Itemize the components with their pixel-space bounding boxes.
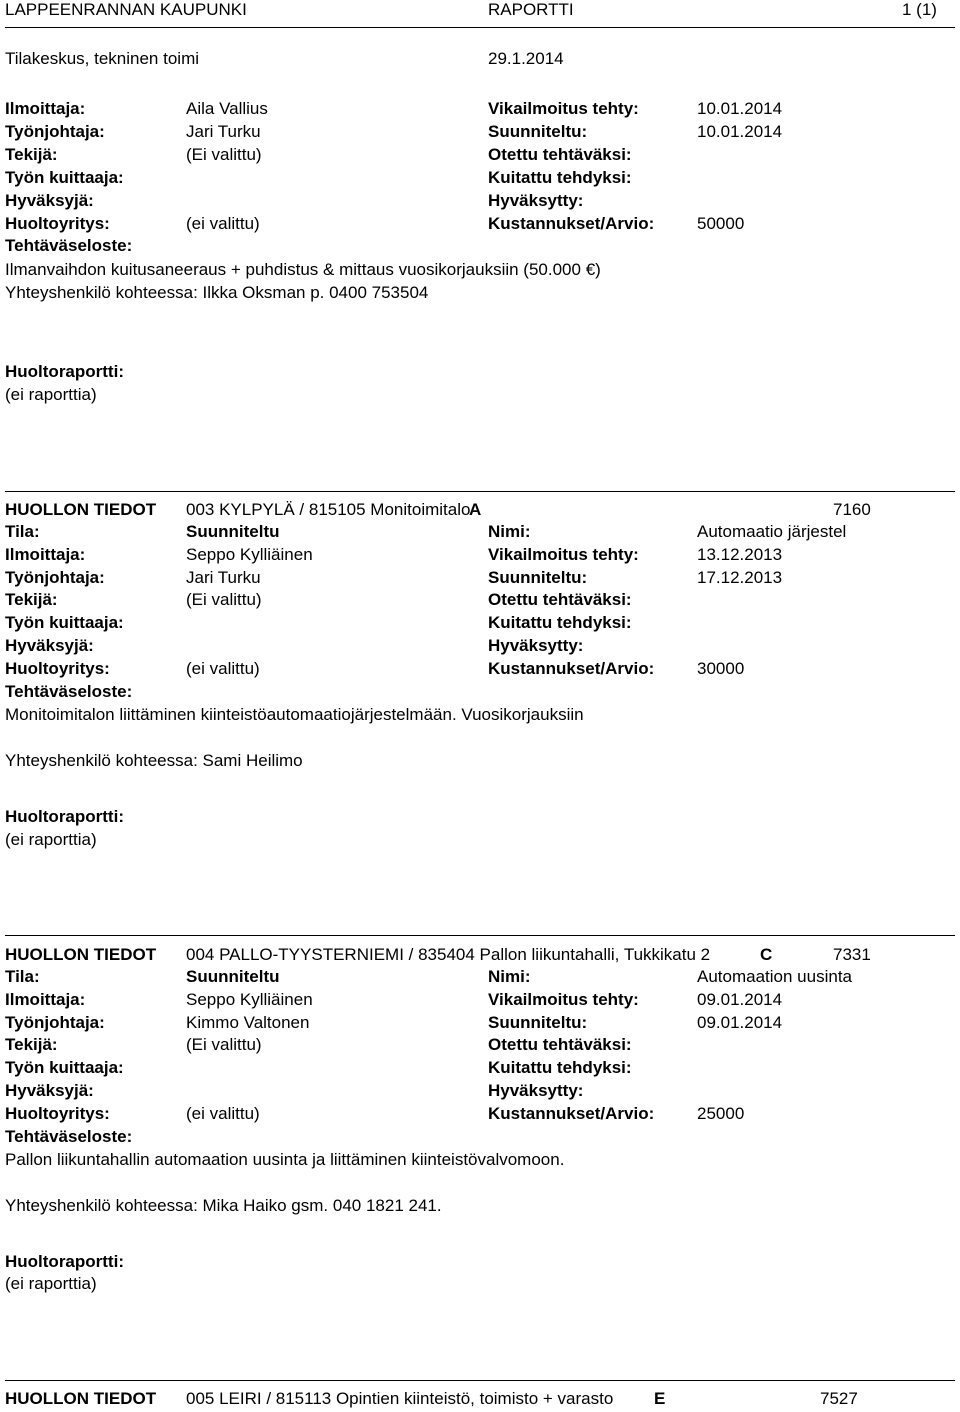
label-kustannukset: Kustannukset/Arvio: xyxy=(488,1104,655,1123)
label-otettu: Otettu tehtäväksi: xyxy=(488,145,632,164)
department: Tilakeskus, tekninen toimi xyxy=(5,49,200,68)
label-kustannukset: Kustannukset/Arvio: xyxy=(488,659,655,678)
label-tyon-kuittaaja: Työn kuittaaja: xyxy=(5,168,124,187)
label-huoltoraportti: Huoltoraportti: xyxy=(5,1252,124,1271)
label-huoltoyritys: Huoltoyritys: xyxy=(5,214,110,233)
site-code: 004 PALLO-TYYSTERNIEMI / 835404 Pallon liikuntahalli, Tukkikatu 2 xyxy=(186,945,711,964)
label-hyvaksyja: Hyväksyjä: xyxy=(5,1081,94,1100)
description-line-1: Pallon liikuntahallin automaation uusinta ja liittäminen kiinteistövalvomoon. xyxy=(5,1150,565,1169)
label-suunniteltu: Suunniteltu: xyxy=(488,122,588,141)
label-tekija: Tekijä: xyxy=(5,145,58,164)
description-line-1: Ilmanvaihdon kuitusaneeraus + puhdistus & mittaus vuosikorjauksiin (50.000 €) xyxy=(5,260,601,279)
value-huoltoyritys: (ei valittu) xyxy=(186,659,260,678)
value-tila: Suunniteltu xyxy=(186,967,280,986)
value-tekija: (Ei valittu) xyxy=(186,145,262,164)
label-huoltoraportti: Huoltoraportti: xyxy=(5,807,124,826)
value-ilmoittaja: Seppo Kylliäinen xyxy=(186,990,313,1009)
label-tekija: Tekijä: xyxy=(5,1035,58,1054)
value-huoltoraportti: (ei raporttia) xyxy=(5,385,97,404)
label-tehtavaseloste: Tehtäväseloste: xyxy=(5,1127,133,1146)
value-tyonjohtaja: Kimmo Valtonen xyxy=(186,1013,310,1032)
label-tyon-kuittaaja: Työn kuittaaja: xyxy=(5,1058,124,1077)
value-vikailmoitus: 13.12.2013 xyxy=(697,545,783,564)
section-divider xyxy=(5,491,955,492)
label-otettu: Otettu tehtäväksi: xyxy=(488,1035,632,1054)
label-tehtavaseloste: Tehtäväseloste: xyxy=(5,682,133,701)
label-suunniteltu: Suunniteltu: xyxy=(488,1013,588,1032)
label-otettu: Otettu tehtäväksi: xyxy=(488,590,632,609)
value-vikailmoitus: 10.01.2014 xyxy=(697,99,783,118)
value-suunniteltu: 09.01.2014 xyxy=(697,1013,783,1032)
label-huoltoyritys: Huoltoyritys: xyxy=(5,659,110,678)
label-tyon-kuittaaja: Työn kuittaaja: xyxy=(5,613,124,632)
report-date: 29.1.2014 xyxy=(488,49,564,68)
label-kuitattu: Kuitattu tehdyksi: xyxy=(488,1058,632,1077)
value-kustannukset: 25000 xyxy=(697,1104,745,1123)
label-tila: Tila: xyxy=(5,967,40,986)
value-huoltoyritys: (ei valittu) xyxy=(186,1104,260,1123)
report-title: RAPORTTI xyxy=(488,0,574,19)
label-suunniteltu: Suunniteltu: xyxy=(488,568,588,587)
label-hyvaksytty: Hyväksytty: xyxy=(488,1081,584,1100)
label-huoltoraportti: Huoltoraportti: xyxy=(5,362,124,381)
value-tekija: (Ei valittu) xyxy=(186,590,262,609)
value-suunniteltu: 17.12.2013 xyxy=(697,568,783,587)
value-nimi: Automaation uusinta xyxy=(697,967,852,986)
label-ilmoittaja: Ilmoittaja: xyxy=(5,545,86,564)
value-tyonjohtaja: Jari Turku xyxy=(186,122,261,141)
description-line-2: Yhteyshenkilö kohteessa: Ilkka Oksman p. 0400 753504 xyxy=(5,283,429,302)
value-huoltoyritys: (ei valittu) xyxy=(186,214,260,233)
section-heading: HUOLLON TIEDOT xyxy=(5,1389,157,1408)
value-kustannukset: 50000 xyxy=(697,214,745,233)
organization-name: LAPPEENRANNAN KAUPUNKI xyxy=(5,0,247,19)
page-number: 1 (1) xyxy=(902,0,937,19)
value-tila: Suunniteltu xyxy=(186,522,280,541)
label-nimi: Nimi: xyxy=(488,967,531,986)
label-kuitattu: Kuitattu tehdyksi: xyxy=(488,168,632,187)
label-tyonjohtaja: Työnjohtaja: xyxy=(5,568,105,587)
label-nimi: Nimi: xyxy=(488,522,531,541)
label-hyvaksytty: Hyväksytty: xyxy=(488,636,584,655)
header-divider xyxy=(5,27,955,28)
description-line-2: Yhteyshenkilö kohteessa: Sami Heilimo xyxy=(5,751,303,770)
work-number: 7160 xyxy=(833,500,871,519)
site-code: 005 LEIRI / 815113 Opintien kiinteistö, toimisto + varasto xyxy=(186,1389,614,1408)
label-vikailmoitus: Vikailmoitus tehty: xyxy=(488,545,639,564)
site-suffix: E xyxy=(654,1389,666,1408)
description-line-1: Monitoimitalon liittäminen kiinteistöautomaatiojärjestelmään. Vuosikorjauksiin xyxy=(5,705,584,724)
description-line-2: Yhteyshenkilö kohteessa: Mika Haiko gsm. 040 1821 241. xyxy=(5,1196,442,1215)
value-ilmoittaja: Aila Vallius xyxy=(186,99,268,118)
value-kustannukset: 30000 xyxy=(697,659,745,678)
label-vikailmoitus: Vikailmoitus tehty: xyxy=(488,99,639,118)
label-hyvaksyja: Hyväksyjä: xyxy=(5,191,94,210)
value-vikailmoitus: 09.01.2014 xyxy=(697,990,783,1009)
value-huoltoraportti: (ei raporttia) xyxy=(5,1274,97,1293)
label-tekija: Tekijä: xyxy=(5,590,58,609)
label-hyvaksyja: Hyväksyjä: xyxy=(5,636,94,655)
label-huoltoyritys: Huoltoyritys: xyxy=(5,1104,110,1123)
section-divider xyxy=(5,935,955,936)
label-ilmoittaja: Ilmoittaja: xyxy=(5,990,86,1009)
label-tyonjohtaja: Työnjohtaja: xyxy=(5,1013,105,1032)
value-ilmoittaja: Seppo Kylliäinen xyxy=(186,545,313,564)
label-hyvaksytty: Hyväksytty: xyxy=(488,191,584,210)
site-suffix: A xyxy=(469,500,482,519)
value-nimi: Automaatio järjestel xyxy=(697,522,847,541)
site-suffix: C xyxy=(760,945,773,964)
section-heading: HUOLLON TIEDOT xyxy=(5,945,157,964)
label-tehtavaseloste: Tehtäväseloste: xyxy=(5,236,133,255)
label-kuitattu: Kuitattu tehdyksi: xyxy=(488,613,632,632)
label-ilmoittaja: Ilmoittaja: xyxy=(5,99,86,118)
section-heading: HUOLLON TIEDOT xyxy=(5,500,157,519)
section-divider xyxy=(5,1380,955,1381)
label-vikailmoitus: Vikailmoitus tehty: xyxy=(488,990,639,1009)
value-huoltoraportti: (ei raporttia) xyxy=(5,830,97,849)
value-tyonjohtaja: Jari Turku xyxy=(186,568,261,587)
site-code: 003 KYLPYLÄ / 815105 Monitoimitalo xyxy=(186,500,471,519)
work-number: 7527 xyxy=(820,1389,858,1408)
label-tyonjohtaja: Työnjohtaja: xyxy=(5,122,105,141)
label-tila: Tila: xyxy=(5,522,40,541)
value-tekija: (Ei valittu) xyxy=(186,1035,262,1054)
value-suunniteltu: 10.01.2014 xyxy=(697,122,783,141)
label-kustannukset: Kustannukset/Arvio: xyxy=(488,214,655,233)
work-number: 7331 xyxy=(833,945,871,964)
